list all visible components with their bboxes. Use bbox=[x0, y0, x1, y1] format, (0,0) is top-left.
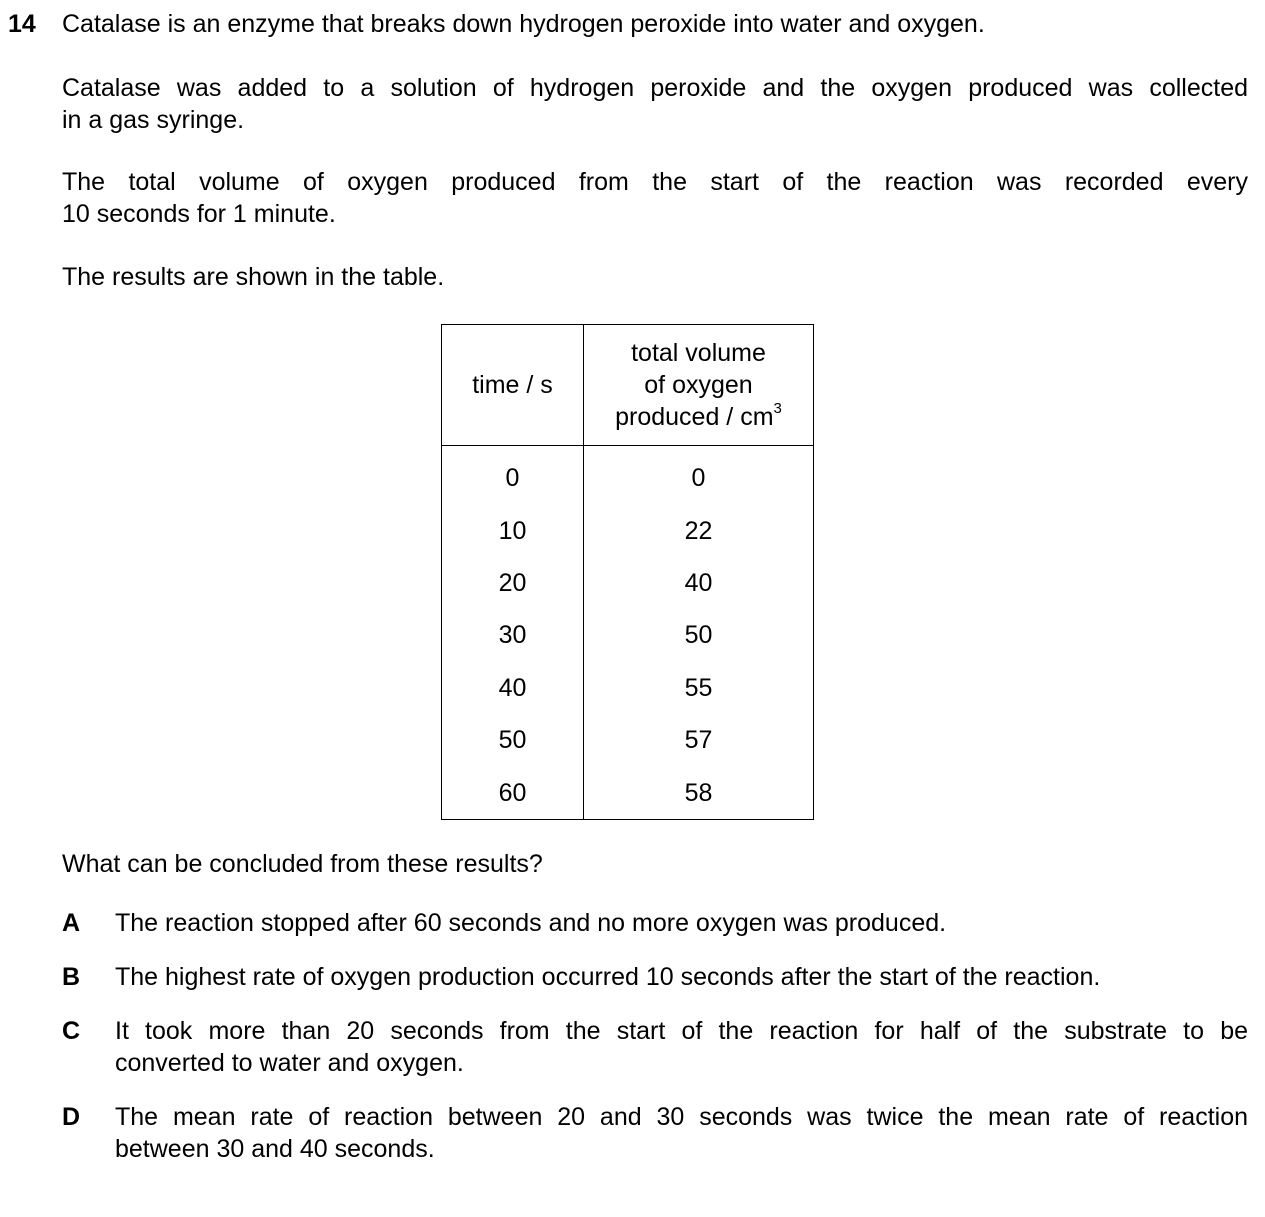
table-header-row bbox=[442, 325, 814, 446]
option-text bbox=[115, 1101, 1248, 1165]
cell-time: 20 bbox=[442, 557, 584, 609]
option-line-1: The mean rate of reaction between 20 and 30 seconds was twice the mean rate of reaction bbox=[115, 1103, 1248, 1131]
recording-paragraph bbox=[62, 166, 1248, 230]
cell-volume: 57 bbox=[584, 714, 814, 766]
header-volume-line-2: of oxygen bbox=[644, 371, 753, 399]
recording-line-2: 10 seconds for 1 minute. bbox=[62, 200, 336, 228]
option-letter: B bbox=[62, 963, 81, 991]
option-c[interactable] bbox=[62, 1015, 1248, 1079]
header-time: time / s bbox=[442, 325, 584, 446]
cell-volume: 22 bbox=[584, 504, 814, 556]
table-row bbox=[442, 557, 814, 609]
table-intro: The results are shown in the table. bbox=[62, 263, 445, 291]
table-row bbox=[442, 609, 814, 661]
table-row bbox=[442, 446, 814, 505]
table-row bbox=[442, 714, 814, 766]
option-letter: C bbox=[62, 1017, 81, 1045]
cell-volume: 0 bbox=[584, 446, 814, 505]
cell-time: 0 bbox=[442, 446, 584, 505]
header-volume-superscript: 3 bbox=[773, 400, 782, 417]
cell-volume: 58 bbox=[584, 766, 814, 819]
header-volume-line-3 bbox=[584, 401, 813, 433]
option-text bbox=[115, 907, 1248, 939]
cell-time: 50 bbox=[442, 714, 584, 766]
table-row bbox=[442, 504, 814, 556]
option-b[interactable] bbox=[62, 961, 1248, 993]
cell-time: 60 bbox=[442, 766, 584, 819]
recording-line-1: The total volume of oxygen produced from the start of the reaction was recorded every bbox=[62, 168, 1248, 196]
option-line-1: The reaction stopped after 60 seconds and no more oxygen was produced. bbox=[115, 909, 947, 937]
question-intro: Catalase is an enzyme that breaks down hydrogen peroxide into water and oxygen. bbox=[62, 10, 985, 38]
header-volume-line-1: total volume bbox=[631, 339, 766, 367]
cell-time: 30 bbox=[442, 609, 584, 661]
option-text bbox=[115, 1015, 1248, 1079]
option-a[interactable] bbox=[62, 907, 1248, 939]
method-line-2: in a gas syringe. bbox=[62, 106, 245, 134]
option-line-1: It took more than 20 seconds from the start of the reaction for half of the substrate to be bbox=[115, 1017, 1248, 1045]
table-row bbox=[442, 766, 814, 819]
cell-time: 10 bbox=[442, 504, 584, 556]
results-table bbox=[441, 324, 814, 820]
method-paragraph bbox=[62, 72, 1248, 136]
option-d[interactable] bbox=[62, 1101, 1248, 1165]
option-text bbox=[115, 961, 1248, 993]
table-row bbox=[442, 662, 814, 714]
option-line-2: converted to water and oxygen. bbox=[115, 1049, 464, 1077]
option-line-1: The highest rate of oxygen production occurred 10 seconds after the start of the reaction. bbox=[115, 963, 1101, 991]
cell-volume: 40 bbox=[584, 557, 814, 609]
header-volume-unit: produced / cm bbox=[615, 403, 774, 431]
option-letter: D bbox=[62, 1103, 81, 1131]
cell-time: 40 bbox=[442, 662, 584, 714]
cell-volume: 50 bbox=[584, 609, 814, 661]
question-number: 14 bbox=[8, 10, 36, 38]
cell-volume: 55 bbox=[584, 662, 814, 714]
header-volume bbox=[584, 325, 814, 446]
option-letter: A bbox=[62, 909, 81, 937]
option-line-2: between 30 and 40 seconds. bbox=[115, 1135, 435, 1163]
method-line-1: Catalase was added to a solution of hydrogen peroxide and the oxygen produced was collected bbox=[62, 74, 1248, 102]
question-prompt: What can be concluded from these results? bbox=[62, 850, 543, 878]
